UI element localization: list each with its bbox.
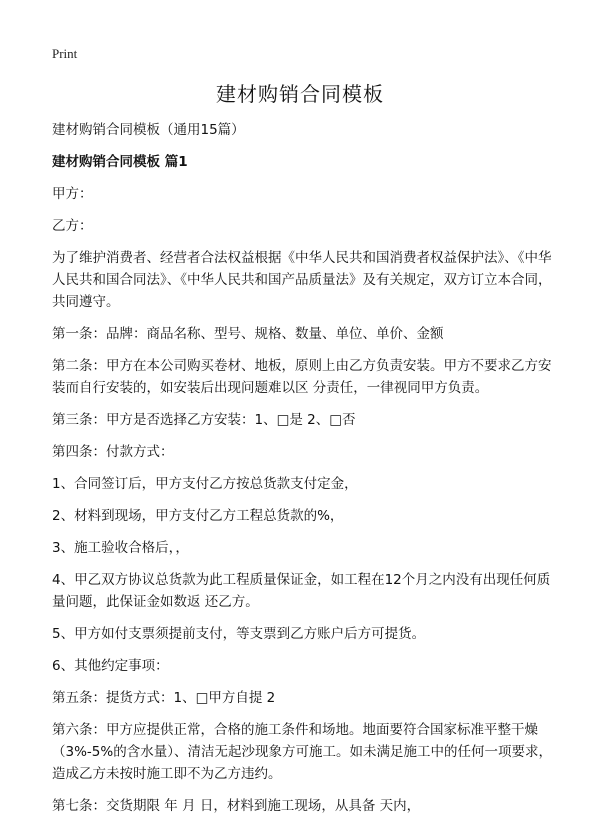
- payment-item-6: 6、其他约定事项：: [52, 658, 169, 674]
- payment-item-5: 5、甲方如付支票须提前支付，等支票到乙方账户后方可提货。: [52, 626, 426, 642]
- print-link[interactable]: Print: [52, 46, 78, 61]
- section-heading: 建材购销合同模板 篇1: [52, 154, 188, 170]
- article-4: 第四条：付款方式：: [52, 444, 174, 460]
- payment-item-4: 4、甲乙双方协议总货款为此工程质量保证金，如工程在12个月之内没有出现任何质量问题，此保证金如数返 还乙方。: [52, 572, 551, 610]
- article-6: 第六条：甲方应提供正常，合格的施工条件和场地。地面要符合国家标准平整干燥（3%-5%的含水量）、清洁无起沙现象方可施工。如未满足施工中的任何一项要求，造成乙方未按时施工即不为乙方违约。: [52, 722, 552, 782]
- article-1: 第一条：品牌：商品名称、型号、规格、数量、单位、单价、金额: [52, 326, 444, 342]
- subtitle: 建材购销合同模板（通用15篇）: [52, 122, 245, 138]
- payment-item-2: 2、材料到现场，甲方支付乙方工程总货款的%，: [52, 508, 344, 524]
- article-7: 第七条：交货期限 年 月 日，材料到施工现场，从具备 天内，: [52, 798, 421, 814]
- document-title: 建材购销合同模板: [216, 82, 384, 106]
- article-3: 第三条：甲方是否选择乙方安装：1、□是 2、□否: [52, 412, 356, 428]
- payment-item-3: 3、施工验收合格后，，: [52, 540, 189, 556]
- party-a-line: 甲方：: [52, 186, 93, 202]
- payment-item-1: 1、合同签订后，甲方支付乙方按总货款支付定金，: [52, 476, 358, 492]
- preamble-paragraph: 为了维护消费者、经营者合法权益根据《中华人民共和国消费者权益保护法》、《中华人民共和国合同法》、《中华人民共和国产品质量法》及有关规定，双方订立本合同，共同遵守。: [52, 250, 552, 310]
- article-2: 第二条：甲方在本公司购买卷材、地板，原则上由乙方负责安装。甲方不要求乙方安装而自行安装的，如安装后出现问题难以区 分责任，一律视同甲方负责。: [52, 358, 552, 396]
- party-b-line: 乙方：: [52, 218, 93, 234]
- article-5: 第五条：提货方式：1、□甲方自提 2: [52, 690, 276, 706]
- document-body: [52, 119, 552, 827]
